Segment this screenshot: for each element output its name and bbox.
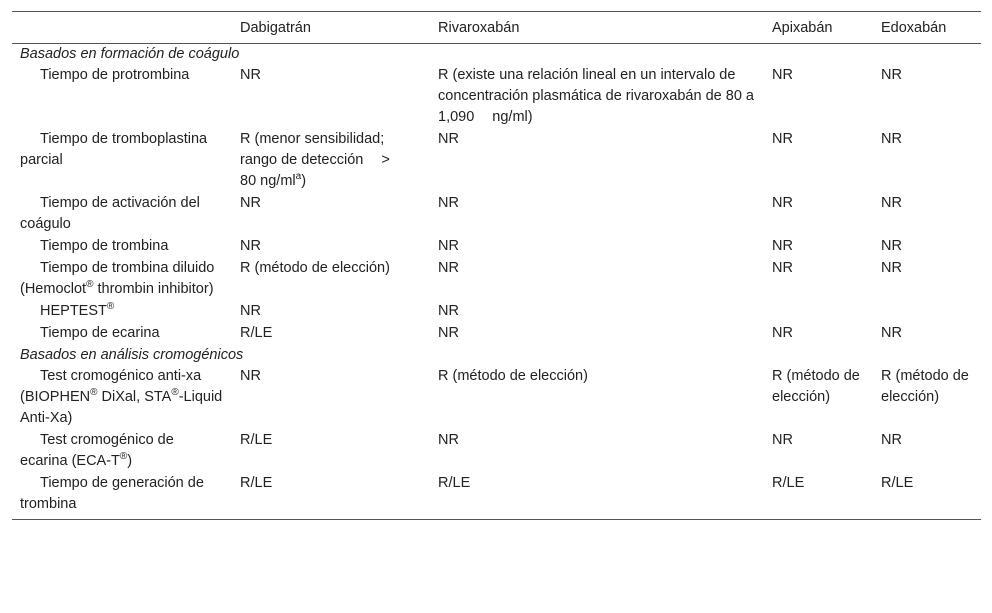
- cell-rivaroxaban: NR: [438, 303, 459, 319]
- table-row: [12, 129, 981, 193]
- cell-edoxaban: NR: [881, 131, 902, 147]
- header-row: [12, 12, 981, 44]
- row-parameter: HEPTEST®: [40, 301, 115, 319]
- header-edoxaban: Edoxabán: [873, 12, 981, 44]
- row-parameter: Test cromogénico de ecarina (ECA-T®): [20, 432, 174, 469]
- cell-rivaroxaban: NR: [438, 325, 459, 341]
- table-row: [12, 65, 981, 129]
- cell-rivaroxaban: R (método de elección): [438, 368, 588, 384]
- table-row: [12, 473, 981, 520]
- cell-apixaban: NR: [772, 432, 793, 448]
- cell-dabigatran: R (método de elección): [240, 260, 390, 276]
- cell-edoxaban: NR: [881, 238, 902, 254]
- cell-rivaroxaban: NR: [438, 432, 459, 448]
- cell-dabigatran: R (menor sensibilidad; rango de detección >80 $ng/ml^a$): [240, 131, 390, 189]
- group-label: Basados en análisis cromogénicos: [20, 347, 244, 363]
- cell-edoxaban: [873, 301, 981, 323]
- cell-apixaban: R (método de elección): [772, 368, 860, 405]
- cell-dabigatran: NR: [240, 195, 261, 211]
- cell-dabigatran: NR: [240, 238, 261, 254]
- table-row: [12, 366, 981, 430]
- cell-edoxaban: NR: [881, 325, 902, 341]
- row-parameter: Tiempo de tromboplastina parcial: [20, 131, 208, 168]
- anticoagulant-test-table: [12, 11, 981, 520]
- table-row: [12, 193, 981, 236]
- table-row: [12, 430, 981, 473]
- cell-rivaroxaban: R/LE: [430, 473, 764, 520]
- cell-edoxaban: NR: [881, 432, 902, 448]
- row-parameter: Tiempo de generación de trombina: [12, 473, 232, 520]
- cell-edoxaban: R (método de elección): [881, 368, 969, 405]
- row-parameter: Tiempo de trombina diluido (Hemoclot® thrombin inhibitor): [20, 260, 215, 297]
- cell-dabigatran: R/LE: [232, 473, 430, 520]
- cell-rivaroxaban: NR: [438, 195, 459, 211]
- cell-apixaban: NR: [772, 238, 793, 254]
- cell-edoxaban: NR: [881, 260, 902, 276]
- row-parameter: Tiempo de trombina: [40, 238, 169, 254]
- cell-rivaroxaban: NR: [438, 260, 459, 276]
- cell-edoxaban: NR: [881, 195, 902, 211]
- row-parameter: Tiempo de ecarina: [40, 325, 160, 341]
- row-parameter: Tiempo de activación del coágulo: [20, 195, 200, 232]
- cell-dabigatran: NR: [240, 67, 261, 83]
- row-parameter: Test cromogénico anti-xa (BIOPHEN® DiXal, STA®-Liquid Anti-Xa): [20, 368, 223, 426]
- table-row: [12, 301, 981, 323]
- group-label: Basados en formación de coágulo: [20, 46, 240, 62]
- cell-dabigatran: NR: [240, 368, 261, 384]
- cell-edoxaban: NR: [881, 67, 902, 83]
- cell-apixaban: NR: [772, 325, 793, 341]
- group-row-coagulo: [12, 44, 981, 66]
- cell-rivaroxaban: R (existe una relación lineal en un intervalo de concentración plasmática de rivaroxabán de 80 a 1,090 ng/ml): [438, 67, 754, 125]
- cell-rivaroxaban: NR: [438, 238, 459, 254]
- cell-apixaban: NR: [772, 67, 793, 83]
- cell-apixaban: [764, 301, 873, 323]
- cell-apixaban: R/LE: [764, 473, 873, 520]
- row-parameter: Tiempo de protrombina: [40, 67, 190, 83]
- table-row: [12, 323, 981, 345]
- cell-apixaban: NR: [772, 260, 793, 276]
- header-dabigatran: Dabigatrán: [232, 12, 430, 44]
- header-rivaroxaban: Rivaroxabán: [430, 12, 764, 44]
- cell-dabigatran: R/LE: [240, 325, 273, 341]
- table-row: [12, 258, 981, 301]
- cell-dabigatran: R/LE: [240, 432, 273, 448]
- cell-rivaroxaban: NR: [438, 131, 459, 147]
- cell-edoxaban: R/LE: [873, 473, 981, 520]
- header-parameter: [12, 12, 232, 44]
- cell-apixaban: NR: [772, 131, 793, 147]
- table-row: [12, 236, 981, 258]
- header-apixaban: Apixabán: [764, 12, 873, 44]
- cell-dabigatran: NR: [240, 303, 261, 319]
- cell-apixaban: NR: [772, 195, 793, 211]
- group-row-cromogenicos: [12, 345, 981, 366]
